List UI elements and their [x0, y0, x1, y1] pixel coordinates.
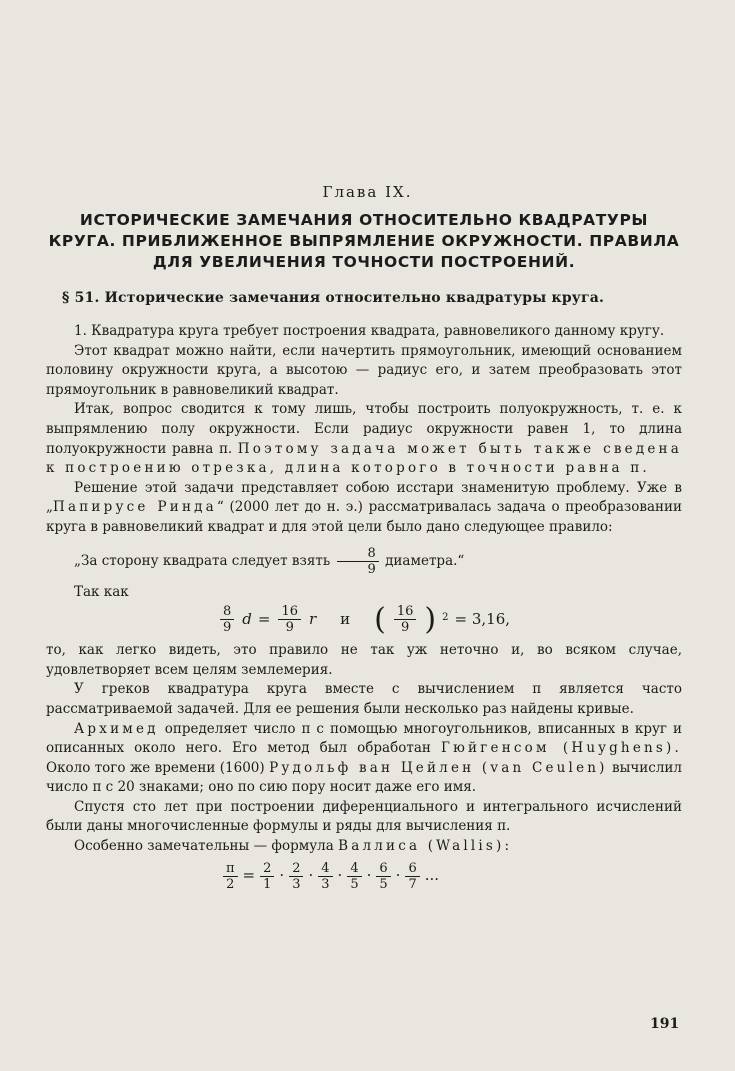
- left-paren: (: [374, 601, 386, 637]
- ellipsis: ...: [424, 866, 440, 885]
- fraction: [278, 604, 301, 635]
- variable-d: d: [242, 609, 252, 628]
- section-heading: § 51. Исторические замечания относительно квадратуры круга.: [62, 290, 605, 306]
- fraction: [347, 861, 361, 892]
- paragraph-3: [46, 400, 682, 478]
- page-number: 191: [650, 1016, 680, 1032]
- paragraph-4-text-b: “ (2000 лет до н. э.) рассматривалась задача о преобразовании круга в равновеликий квадрат и для этой цели было дано следующее правило:: [46, 499, 683, 535]
- wallis-name: Валлиса (Wallis):: [338, 838, 513, 855]
- paragraph-7-text-b: Около того же времени (1600): [46, 759, 265, 776]
- fraction-denominator: 5: [379, 876, 388, 892]
- paragraph-2: Этот квадрат можно найти, если начертить прямоугольник, имеющий основанием половину окружности круга, а высотою — радиус его, и затем преобразовать этот прямоугольник в равновеликий квадрат.: [46, 342, 682, 398]
- equals-sign: =: [242, 866, 256, 885]
- multiplication-dot: ·: [366, 866, 372, 885]
- fraction-numerator: π: [223, 861, 238, 877]
- fraction-denominator: 1: [263, 876, 272, 892]
- rule-quote: [46, 546, 682, 577]
- paragraph-3-text: Итак, вопрос сводится к тому лишь, чтобы построить полуокружность, т. е. к выпрямлению полу окружности. Если радиус окружности равен 1, то длина полуокружности равна π.: [46, 401, 682, 457]
- fraction-denominator: 5: [350, 876, 359, 892]
- chapter-title-line: ИСТОРИЧЕСКИЕ ЗАМЕЧАНИЯ ОТНОСИТЕЛЬНО КВАДРАТУРЫ: [79, 211, 649, 229]
- archimedes-name: Архимед: [74, 720, 159, 737]
- fraction-numerator: 4: [318, 861, 332, 877]
- wallis-terms: [258, 861, 422, 892]
- fraction-denominator: 9: [401, 620, 410, 636]
- fraction: [260, 861, 274, 892]
- fraction-numerator: 6: [376, 861, 390, 877]
- conjunction: и: [340, 609, 351, 628]
- paragraph-7: [46, 720, 682, 798]
- quote-text-b: диаметра.“: [385, 552, 465, 569]
- equals-sign: =: [257, 609, 271, 628]
- multiplication-dot: ·: [337, 866, 343, 885]
- paragraph-1: 1. Квадратура круга требует построения квадрата, равновеликого данному кругу.: [74, 323, 665, 339]
- fraction: [376, 861, 390, 892]
- fraction: [337, 546, 379, 577]
- papyrus-name: Папирусе Ринда: [53, 499, 217, 516]
- fraction: [394, 604, 417, 635]
- chapter-title-line: КРУГА. ПРИБЛИЖЕННОЕ ВЫПРЯМЛЕНИЕ ОКРУЖНОСТИ. ПРАВИЛА: [48, 232, 680, 250]
- paragraph-9: [46, 837, 682, 857]
- chapter-title: [46, 210, 682, 273]
- fraction: [220, 604, 234, 635]
- fraction-numerator: 2: [289, 861, 303, 877]
- quote-text-a: „За сторону квадрата следует взять: [74, 552, 331, 569]
- paragraph-9-text: Особенно замечательны — формула: [74, 838, 334, 855]
- fraction-denominator: 2: [226, 876, 235, 892]
- fraction-denominator: 9: [285, 620, 294, 636]
- fraction-numerator: 8: [337, 546, 379, 562]
- formula-result: = 3,16,: [454, 609, 511, 628]
- exponent: 2: [442, 611, 449, 623]
- multiplication-dot: ·: [395, 866, 401, 885]
- paragraph-4: [46, 479, 682, 538]
- multiplication-dot: ·: [279, 866, 285, 885]
- variable-r: r: [308, 609, 317, 628]
- fraction: [318, 861, 332, 892]
- fraction-numerator: 16: [278, 604, 301, 620]
- formula: [46, 601, 682, 637]
- chapter-label: Глава IX.: [322, 183, 413, 201]
- fraction-numerator: 6: [405, 861, 419, 877]
- fraction-numerator: 2: [260, 861, 274, 877]
- paragraph-3-spaced: Поэтому задача может быть также сведена к построению отрезка, длина которого в точности равна π.: [46, 440, 683, 477]
- fraction-numerator: 4: [347, 861, 361, 877]
- chapter-title-line: ДЛЯ УВЕЛИЧЕНИЯ ТОЧНОСТИ ПОСТРОЕНИЙ.: [152, 253, 576, 271]
- fraction-denominator: 9: [222, 620, 232, 636]
- paragraph-7-text-a: определяет число π с помощью многоугольников, вписанных в круг и описанных около него. Его метод был обработан: [46, 720, 682, 757]
- fraction-denominator: 3: [321, 876, 330, 892]
- multiplication-dot: ·: [308, 866, 314, 885]
- paragraph-4-text-a: Решение этой задачи представляет собою исстари знаменитую проблему. Уже в „: [46, 479, 682, 516]
- ceulen-name: Рудольф ван Цейлен (van Ceulen): [269, 759, 608, 776]
- body-text: [46, 322, 682, 892]
- fraction: [289, 861, 303, 892]
- wallis-formula: [46, 861, 682, 892]
- fraction: [223, 861, 238, 892]
- paragraph-5: то, как легко видеть, это правило не так уж неточно и, во всяком случае, удовлетворяет всем целям землемерия.: [46, 642, 682, 678]
- fraction-denominator: 9: [367, 561, 376, 577]
- paragraph-6: У греков квадратура круга вместе с вычислением π является часто рассматриваемой задачей. Для ее решения были несколько раз найдены кривые.: [46, 681, 682, 717]
- huygens-name: Гюйгенсом (Huyghens).: [440, 740, 682, 757]
- fraction: [405, 861, 419, 892]
- fraction-numerator: 16: [394, 604, 417, 620]
- fraction-numerator: 8: [220, 604, 234, 620]
- fraction-denominator: 7: [408, 876, 417, 892]
- fraction-denominator: 3: [292, 876, 301, 892]
- paragraph-7-text-c: вычислил число π с 20 знаками; оно по сию пору носит даже его имя.: [46, 759, 682, 796]
- tak-kak: Так как: [74, 583, 129, 600]
- paragraph-8: Спустя сто лет при построении диференциального и интегрального исчислений были даны многочисленные формулы и ряды для вычисления π.: [46, 798, 682, 835]
- right-paren: ): [424, 601, 437, 637]
